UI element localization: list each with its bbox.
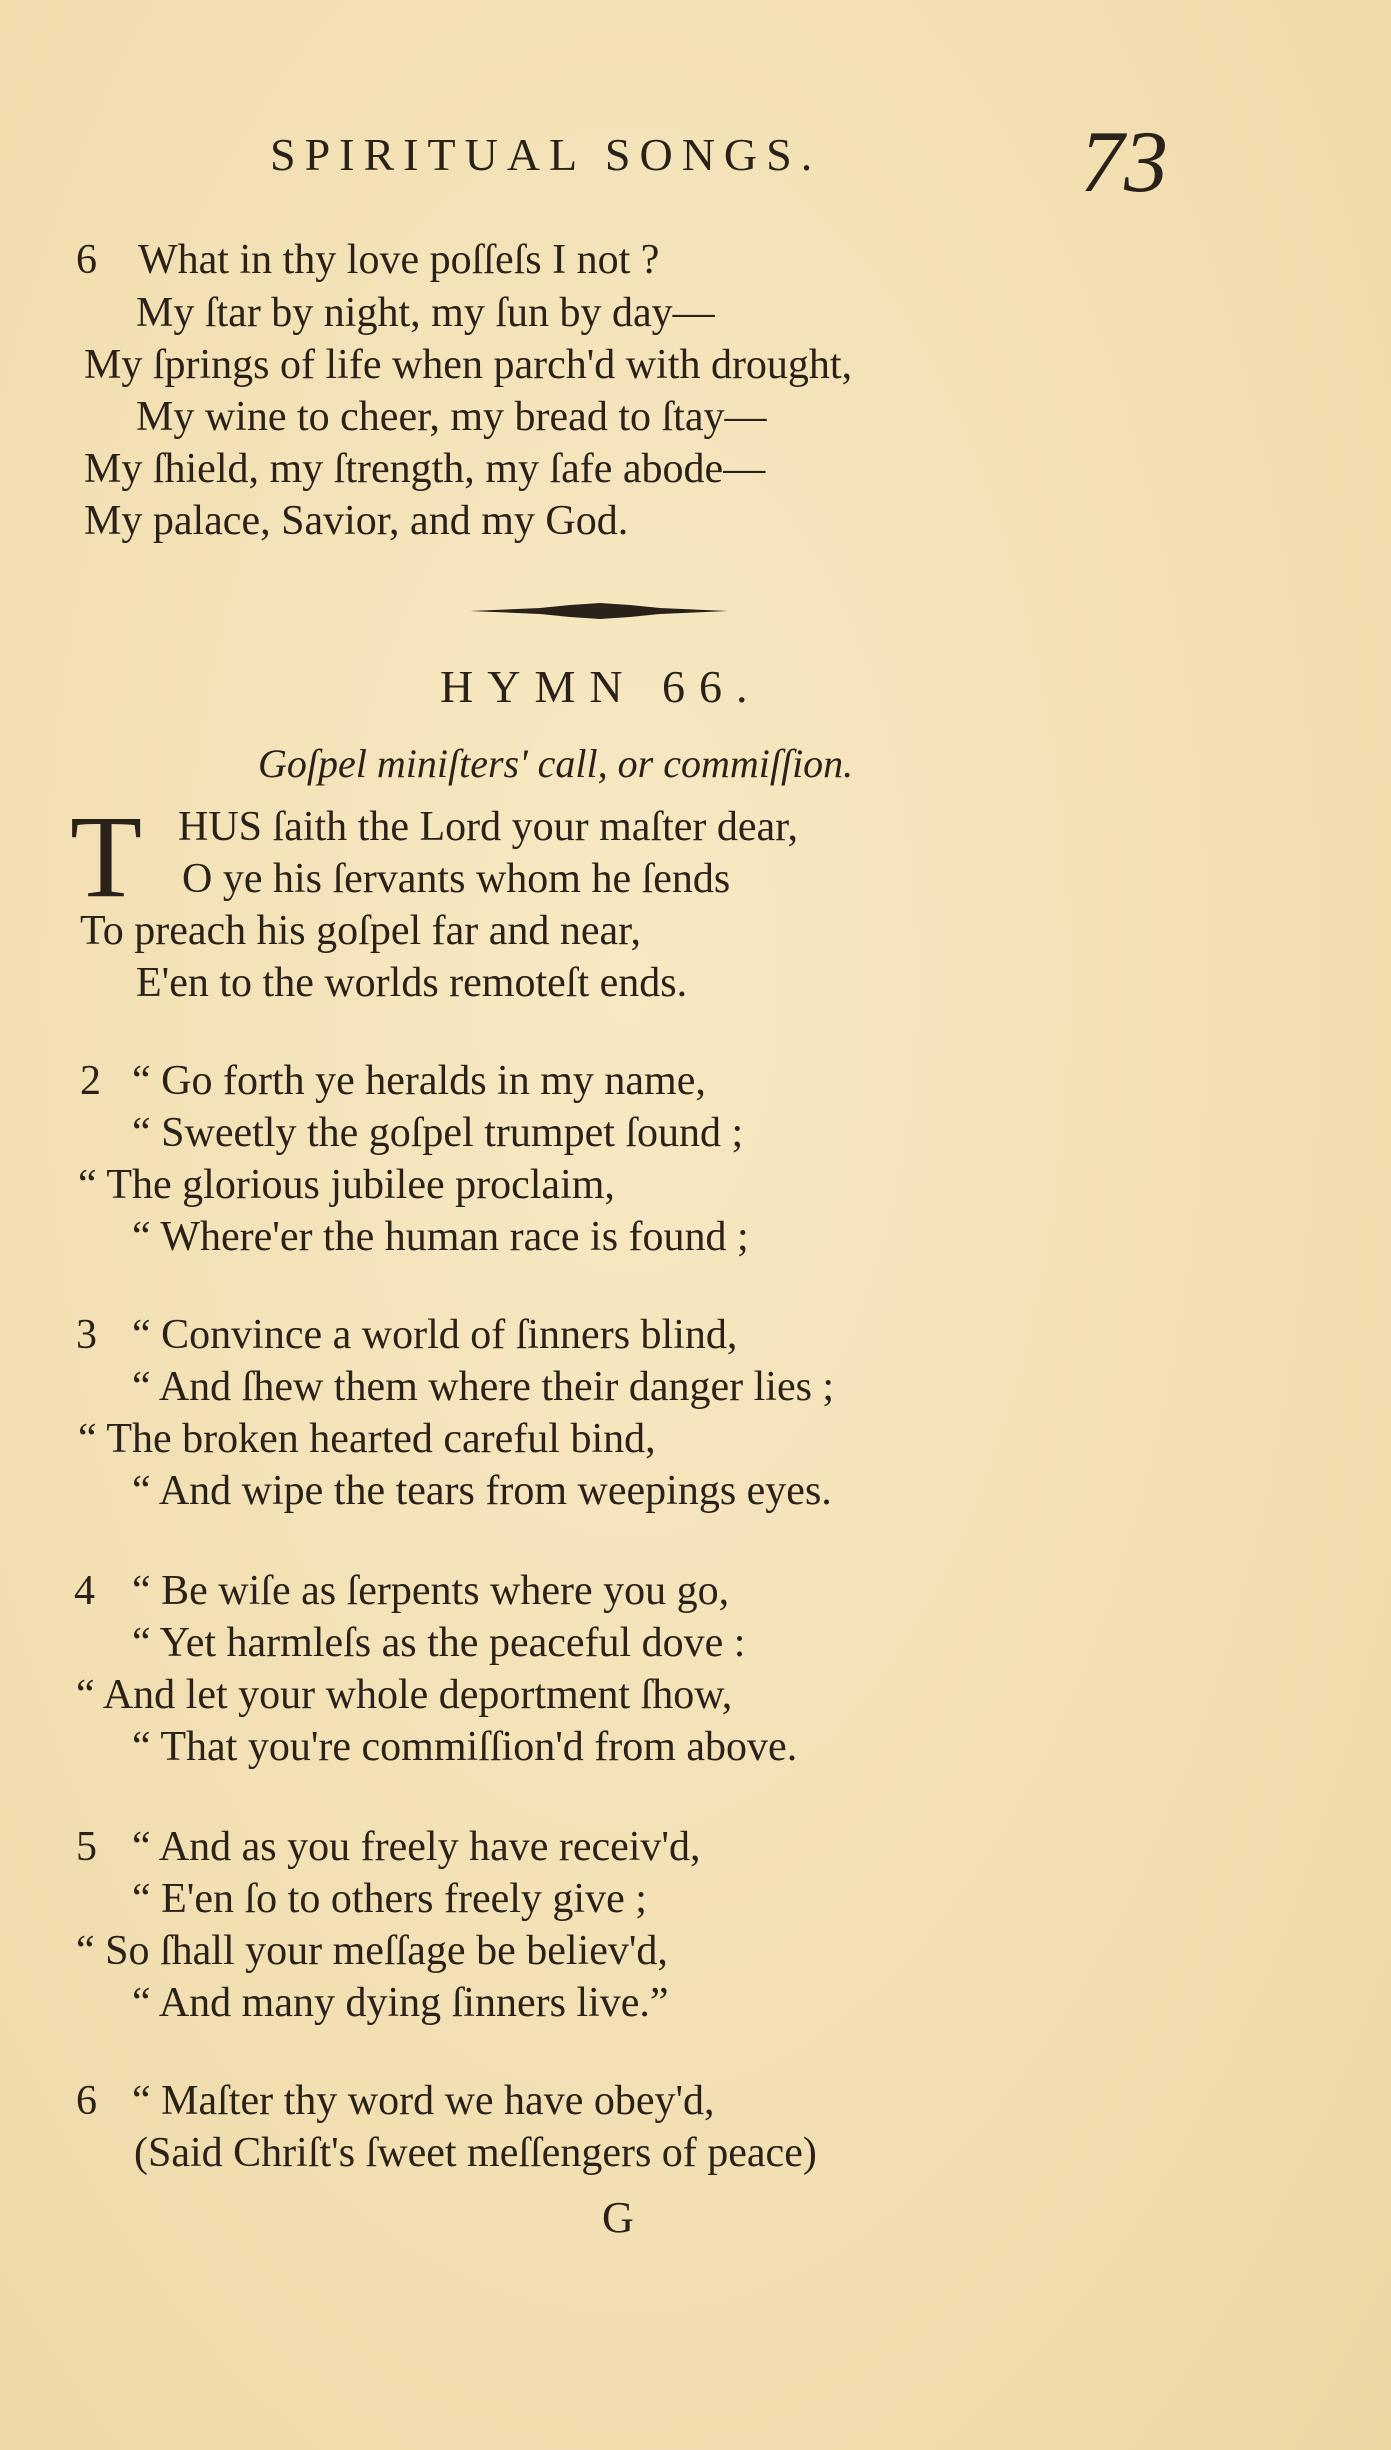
verse-line: “ Be wiſe as ſerpents where you go, [132,1568,730,1614]
verse-line: “ Sweetly the goſpel trumpet ſound ; [132,1110,744,1156]
verse-line: “ Maſter thy word we have obey'd, [132,2078,715,2124]
verse-line: “ Where'er the human race is found ; [132,1214,749,1260]
stanza-number: 5 [76,1824,97,1870]
verse-line: “ Convince a world of ſinners blind, [132,1312,738,1358]
hymn-subtitle: Goſpel miniſters' call, or commiſſion. [258,741,854,786]
verse-line: E'en to the worlds remoteſt ends. [136,960,688,1006]
verse-line: “ Go forth ye heralds in my name, [132,1058,706,1104]
verse-line: “ So ſhall your meſſage be believ'd, [76,1928,668,1974]
verse-line: To preach his goſpel far and near, [80,908,641,954]
drop-cap: T [70,791,143,922]
verse-line: “ And many dying ſinners live.” [132,1980,669,2026]
verse-line: My ſprings of life when parch'd with drought, [84,342,853,388]
verse-line: My palace, Savior, and my God. [84,498,629,544]
verse-line: “ Yet harmleſs as the peaceful dove : [132,1620,746,1666]
stanza-number: 2 [80,1058,101,1104]
verse-line: “ And let your whole deportment ſhow, [76,1672,733,1718]
verse-line: What in thy love poſſeſs I not ? [138,237,660,283]
stanza-number: 6 [76,2078,97,2124]
stanza-number: 4 [74,1568,95,1614]
hymn-title: HYMN 66. [440,661,762,712]
verse-line: “ And as you freely have receiv'd, [132,1824,701,1870]
stanza-number: 3 [76,1312,97,1358]
verse-line: My ſhield, my ſtrength, my ſafe abode— [84,446,766,492]
signature-mark: G [602,2193,634,2242]
verse-line: My ſtar by night, my ſun by day— [136,290,715,336]
verse-line: My wine to cheer, my bread to ſtay— [136,394,767,440]
verse-line: “ The broken hearted careful bind, [78,1416,656,1462]
verse-line: “ And ſhew them where their danger lies ; [132,1364,835,1410]
ornament-rule [470,603,728,619]
page-number: 73 [1080,114,1168,211]
stanza-number: 6 [76,237,97,283]
verse-line: (Said Chriſt's ſweet meſſengers of peace) [134,2130,817,2176]
running-head: SPIRITUAL SONGS. [270,129,822,180]
verse-line: HUS ſaith the Lord your maſter dear, [178,804,798,850]
verse-line: “ The glorious jubilee proclaim, [78,1162,615,1208]
verse-line: “ That you're commiſſion'd from above. [132,1724,798,1770]
verse-line: “ And wipe the tears from weepings eyes. [132,1468,832,1514]
verse-line: “ E'en ſo to others freely give ; [132,1876,647,1922]
verse-line: O ye his ſervants whom he ſends [182,856,731,902]
